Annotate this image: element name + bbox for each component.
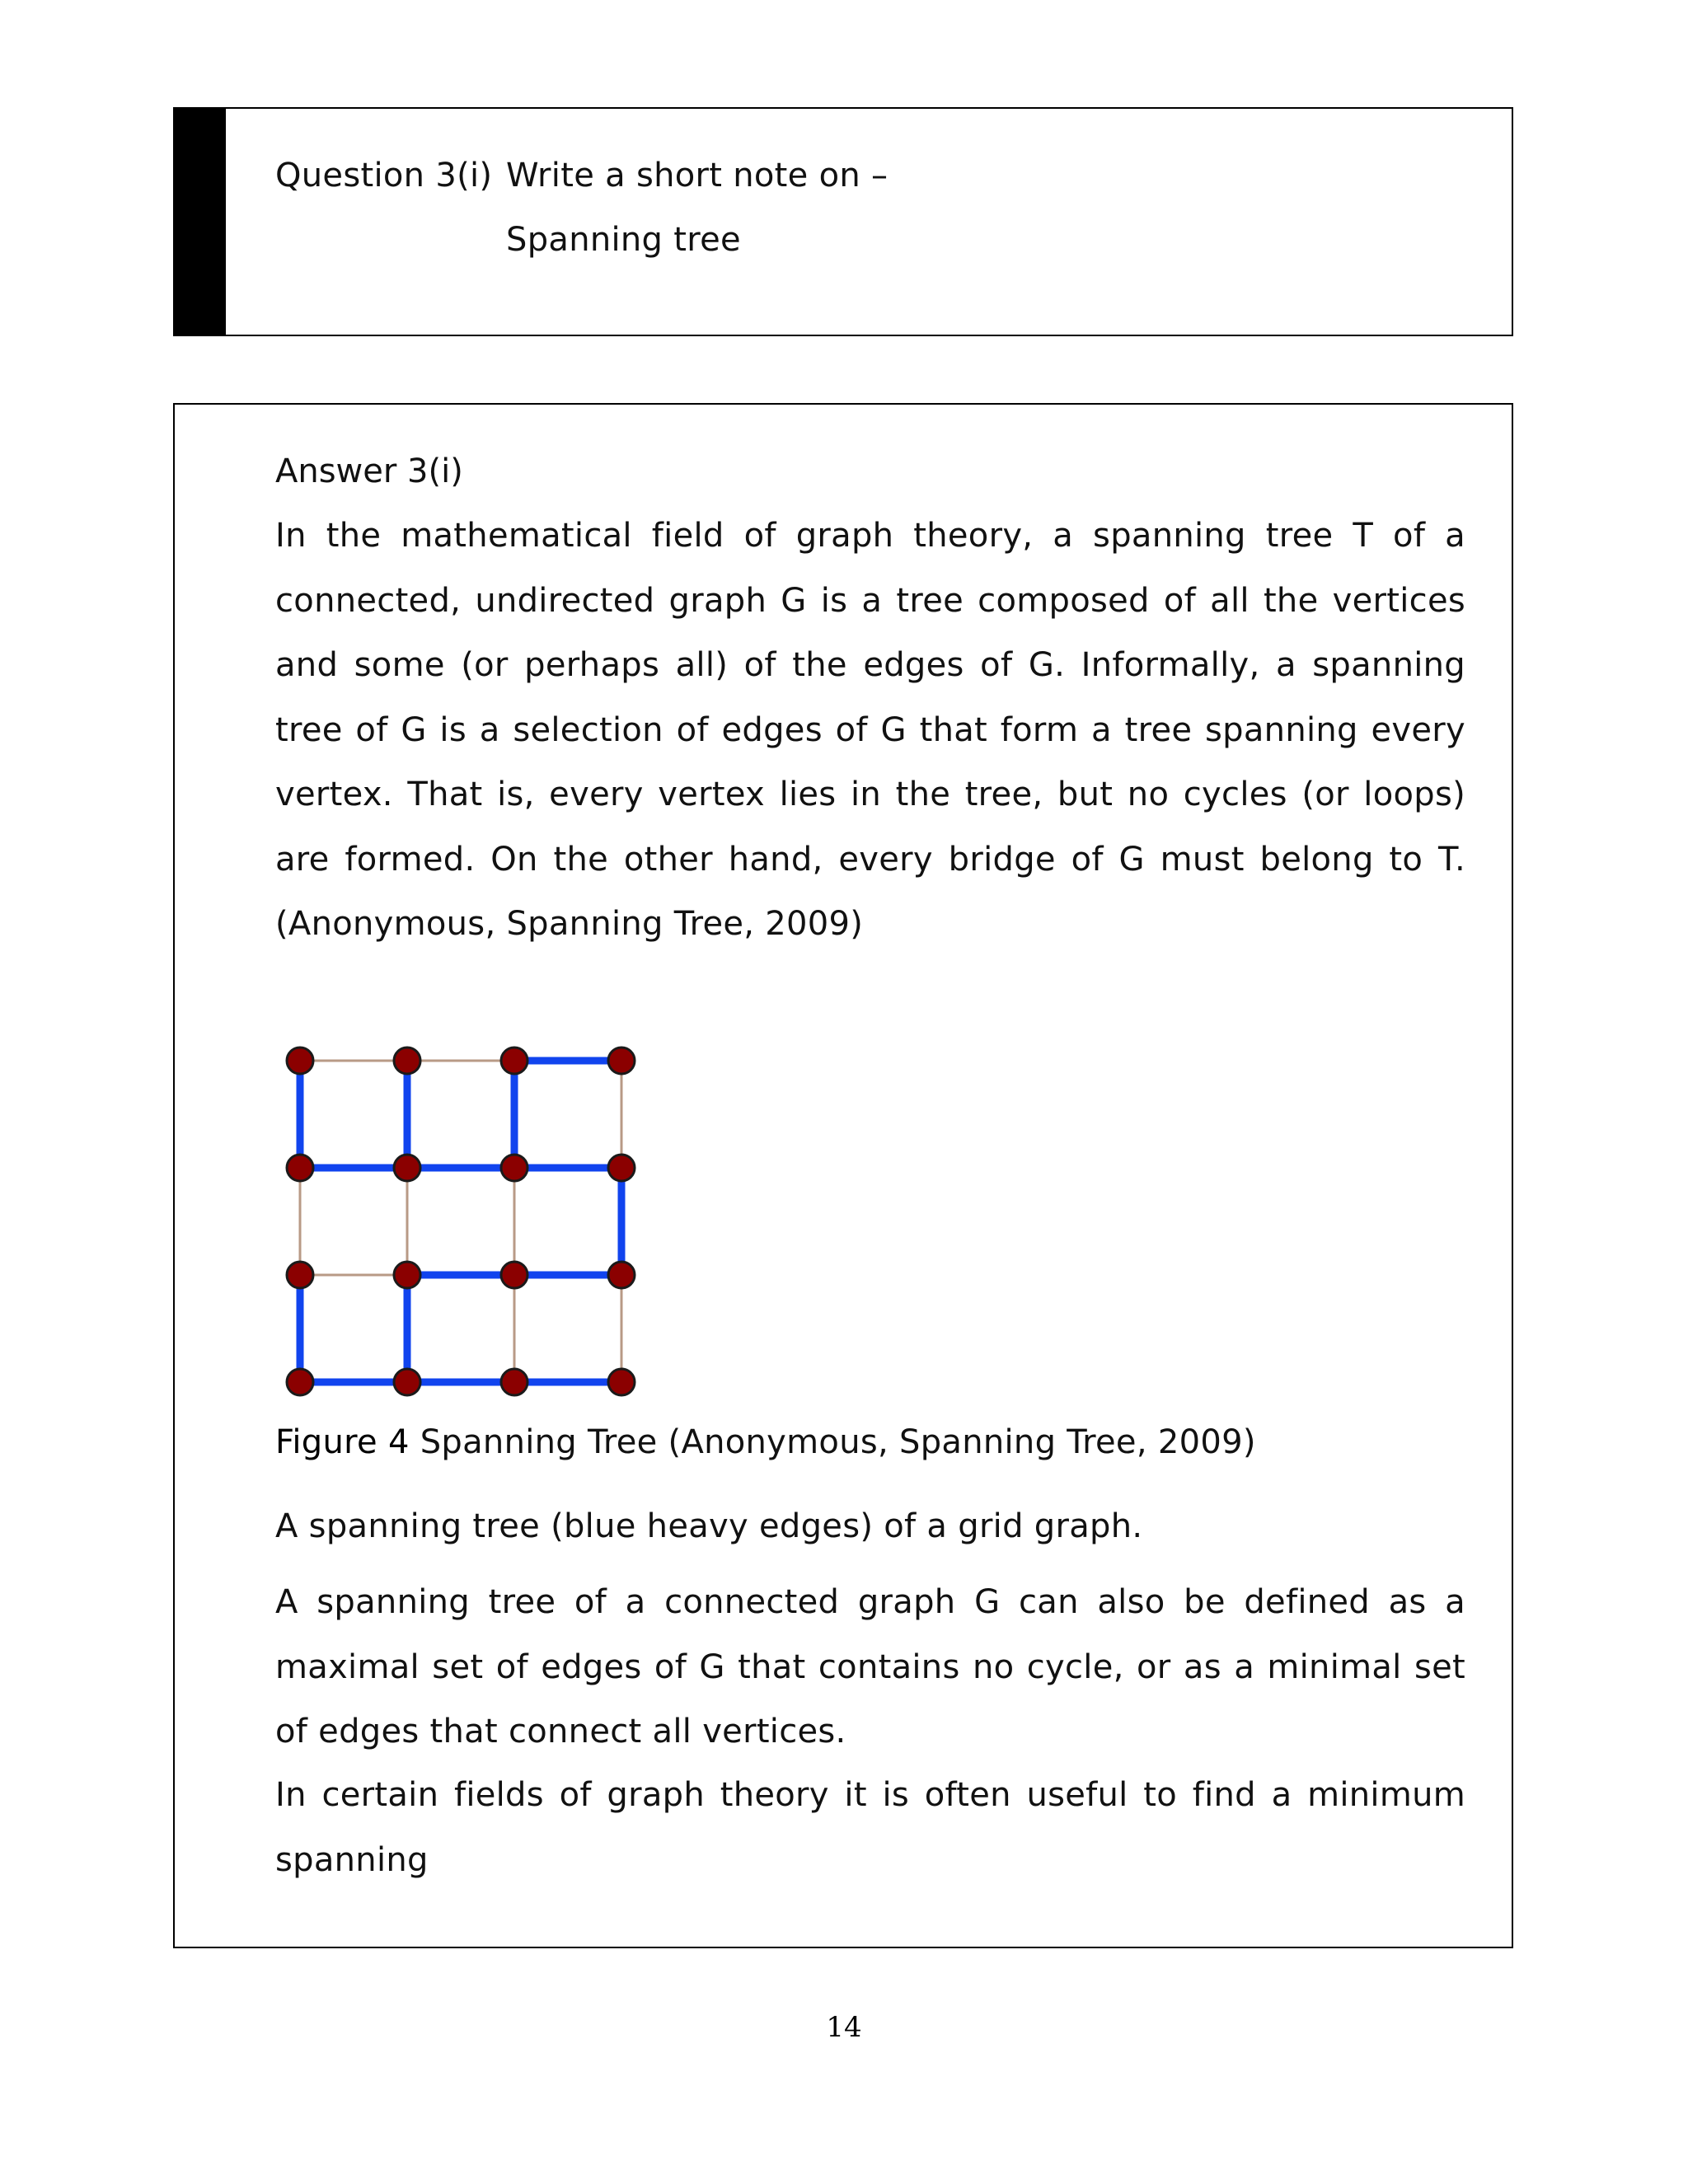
page-number: 14 — [826, 2011, 862, 2044]
graph-vertex — [608, 1047, 635, 1074]
answer-paragraph-2: A spanning tree (blue heavy edges) of a grid graph. — [275, 1507, 1143, 1545]
question-side-bar — [175, 109, 226, 335]
figure-caption — [275, 1423, 1256, 1461]
graph-vertex — [287, 1369, 313, 1395]
graph-vertex — [287, 1155, 313, 1181]
graph-vertex — [501, 1047, 528, 1074]
answer-paragraph-3: A spanning tree of a connected graph G can also be defined as a maximal set of edges of G that contains no cycle, or as a minimal set of edges that connect all vertices. — [275, 1583, 1465, 1750]
graph-vertex — [608, 1155, 635, 1181]
graph-vertex — [501, 1369, 528, 1395]
graph-vertex — [287, 1262, 313, 1288]
graph-vertex — [287, 1047, 313, 1074]
answer-title: Answer 3(i) — [275, 452, 463, 490]
graph-vertex — [501, 1155, 528, 1181]
graph-vertex — [394, 1262, 420, 1288]
answer-paragraph-4: In certain fields of graph theory it is often useful to find a minimum spanning — [275, 1776, 1465, 1879]
graph-vertex — [501, 1262, 528, 1288]
graph-vertex — [394, 1155, 420, 1181]
question-label: Question 3(i) — [275, 157, 493, 194]
graph-vertex — [608, 1262, 635, 1288]
spanning-tree-figure — [274, 1039, 653, 1402]
question-topic: Spanning tree — [506, 221, 741, 259]
graph-vertex — [394, 1369, 420, 1395]
graph-vertex — [394, 1047, 420, 1074]
answer-box — [173, 403, 1513, 1948]
graph-vertex — [608, 1369, 635, 1395]
figure-caption-text: Spanning Tree (Anonymous, Spanning Tree, 2009) — [420, 1423, 1256, 1461]
question-box — [173, 107, 1513, 336]
answer-paragraph-1: In the mathematical field of graph theory, a spanning tree T of a connected, undirected graph G is a tree composed of all the vertices and some (or perhaps all) of the edges of G. Informally, a spanning tree of G is a selection of edges of G that form a tree spanning every vertex. That is, every vertex lies in the tree, but no cycles (or loops) are formed. On the other hand, every bridge of G must belong to T. (Anonymous, Spanning Tree, 2009) — [275, 517, 1465, 943]
figure-caption-label: Figure 4 — [275, 1423, 410, 1461]
question-prompt: Write a short note on – — [506, 157, 889, 194]
